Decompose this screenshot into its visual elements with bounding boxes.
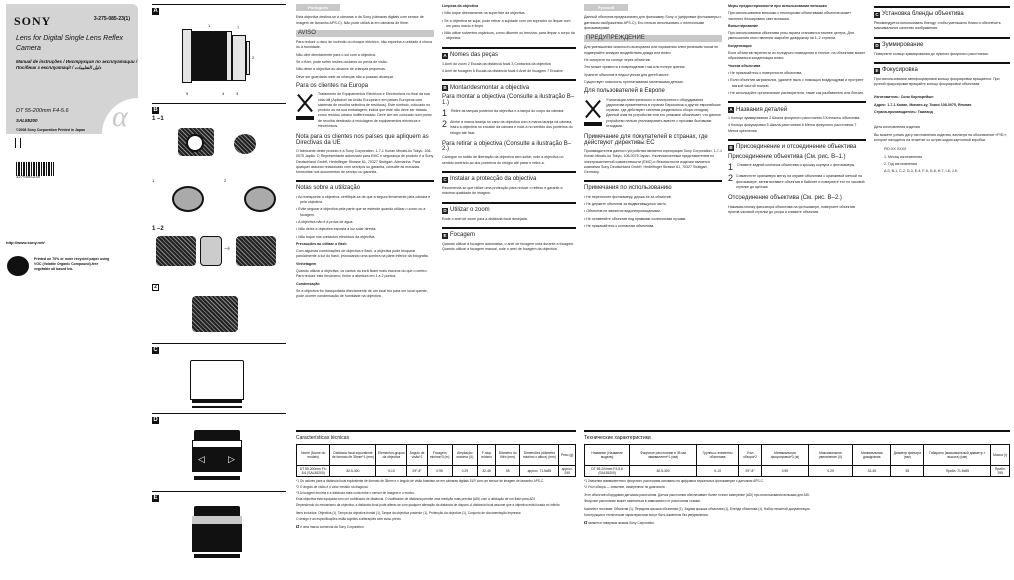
lens-bottom [194, 476, 240, 480]
focus-heading-ru: E Фокусировка [875, 67, 918, 74]
footnote: *1 Значения эквивалентного фокусного расстояния основаны на цифровых зеркальных фотокамерах с датчиком APS-C. [584, 479, 764, 483]
focus-band [192, 516, 242, 524]
footnote: Esta objectiva está equipada com um codificador de distância. O codificador de distância permite uma medição mais precisa (ADI) com a utilização de um flash para ADI. [296, 497, 536, 501]
rotate-left-icon: ◁ [198, 454, 205, 464]
model-code: SAL55200 [16, 118, 38, 123]
footnote: Dependendo do mecanismo da objectiva, a distância focal pode alterar-se com qualquer alteração da distância de disparo. A distância focal assume que a objectiva está focada no infinito. [296, 503, 561, 507]
note-item: • Não toque nos contactos eléctricos da objectiva. [296, 234, 376, 239]
copyright: ©2008 Sony Corporation Printed in Japan [16, 128, 86, 132]
attach-step-1: 1 Retire as tampas posterior da objectiva e a tampa do corpo da câmara. [442, 107, 565, 118]
column-header: Nome (Nome do modelo) [297, 445, 330, 466]
parts-line: 1 Кольцо зуммирования 2 Шкала фокусного расстояния 3 Контакты объектива [728, 116, 860, 121]
divider [442, 171, 576, 173]
sub-label-1-1: 1 –1 [152, 116, 164, 122]
spec-table-pt [296, 444, 576, 477]
divider [728, 139, 866, 141]
focus-text-pt: Quando utilizar a focagem automática, o anel de focagem roda durante a focagem. Quando utilizar a focagem manual, rode o anel de focagem da objectiva. [442, 241, 575, 252]
lens-band [192, 440, 242, 448]
included-items: Комплект поставки: Объектив (1), Передняя крышка объектива (1), Задняя крышка объектива (1), Бленда объектива (1), Набор печатной документации [584, 507, 810, 511]
alpha-icon: α [112, 100, 128, 133]
mount-alignment-2 [244, 186, 276, 212]
warning-line: Для уменьшения опасности возгорания или поражения электрическим током не подвергайте аппарат воздействию дождя или влаги. [584, 45, 719, 55]
note-item: • Не держите объектив за выдвигающуюся часть. [584, 202, 667, 207]
column-header: Фокусное расстояние в 35 мм эквиваленте*1 (мм) [630, 445, 697, 466]
cleaning-item: • Не прикасайтесь к поверхности объектива. [728, 70, 803, 75]
footnote: Фокусное расстояние может изменяться в зависимости от расстояния съемки. [584, 499, 701, 503]
condensation-heading-ru: Конденсация [728, 43, 752, 48]
divider [442, 227, 576, 229]
rotate-right-icon: ▷ [228, 454, 235, 464]
column-header: F-stop mínimo [478, 445, 496, 466]
sub-callout-2: 2 [224, 178, 227, 183]
illustration-c [152, 343, 286, 408]
warning-heading-pt: AVISO [296, 30, 434, 37]
illustration-d [152, 413, 286, 488]
column-header: Минимальная диафрагма [853, 445, 891, 466]
footnote: *2 Угол обзора — значение, измеренное по диагонали. [584, 485, 666, 489]
spec-footnotes-ru [584, 479, 1010, 526]
alpha-logo [102, 98, 138, 134]
zoom-text-pt: Rode o anel de zoom para a distância focal desejada. [442, 216, 528, 221]
barcode-number: 3275085230 [16, 176, 41, 180]
condensation-text-ru: Если объектив перенести из холодного помещения в теплое, на объективе может образоваться конденсация влаги. [728, 51, 866, 61]
column-header: Масса (г) [991, 445, 1010, 466]
hood-base [192, 406, 242, 408]
russian-column-3 [874, 4, 1010, 176]
eu-text-pt: O fabricante deste produto é a Sony Corporation, 1-7-1 Konan Minato-ku Tokyo, 108-0075 Japão. O Representante autorizado para EMC e segurança de produto é a Sony Deutschland GmbH, Hedelfinger Strasse 61, 70327 Stuttgart, Alemanha. Para qualquer assunto relacionado com serviços ou garantia, consulte as moradas fornecidas nos documentos de serviço ou garantia. [296, 148, 434, 175]
illustration-e [152, 491, 286, 561]
focus-text-ru: При использовании автофокусировки кольцо фокусировки вращается. При ручной фокусировке вращайте кольцо фокусировки объектива. [874, 76, 1000, 87]
section-box-e: E [875, 67, 879, 73]
warning-line: Храните объектив в недоступном для детей месте. [584, 72, 670, 77]
intro-pt: Esta objectiva destina-se a câmaras α da Sony (câmaras digitais com sensor de imagem de tamanho APS-C). Não pode utilizá-la em câmaras de filme. [296, 15, 424, 25]
condensation-heading-pt: Condensação [296, 281, 320, 286]
spec-section-ru [584, 430, 1010, 527]
lens-rear [232, 35, 246, 81]
weee-text-pt: Tratamento de Equipamentos Eléctricos e Electrónicos no final da sua vida útil (Aplicável na União Europeia e em países Europeus com sistemas de recolha selectiva de resíduos). Este símbolo, colocado no produto ou na sua embalagem, indica que este não deve ser tratado como resíduo urbano indiferenciado. Deve sim ser colocado num ponto de recolha destinado à reciclagem de equipamentos eléctricos e electrónicos. [318, 92, 432, 129]
table-row [297, 466, 576, 477]
note-item: • Não deixe a objectiva exposta à luz solar directa. [296, 227, 377, 232]
weee-icons [296, 92, 314, 131]
registration-marks [15, 138, 25, 148]
warning-line: Não olhe directamente para o sol com a objectiva. [296, 52, 376, 57]
attach-heading-pt: Para montar a objectiva (Consulte a ilustração B–1.) [442, 94, 575, 106]
callout-5: 5 [186, 91, 189, 96]
callout-4: 4 [222, 91, 225, 96]
column-header: Ângulo de visão*2 [407, 445, 427, 466]
black-bar-icon [584, 122, 602, 126]
lens-top [194, 430, 240, 440]
warning-line: Para reduzir o risco de incêndio ou choque eléctrico, não exponha a unidade à chuva ou à humidade. [296, 40, 432, 50]
column-header: Distância focal equivalente de formato de 35mm*1 (mm) [330, 445, 376, 466]
trademark-line: α является товарным знаком Sony Corporation. [584, 520, 655, 526]
divider [874, 6, 1010, 8]
divider [442, 202, 576, 204]
detach-heading-ru: Отсоединение объектива (См. рис. B–2.) [728, 195, 842, 202]
table-cell: Прибл. 295 [991, 466, 1010, 477]
section-box-e: E [443, 232, 447, 238]
divider [584, 180, 722, 182]
section-box-b: B [729, 145, 733, 151]
table-cell: DT 55-200mm F4-5.6 (SAL55200) [297, 466, 330, 477]
mount-alignment-1 [172, 186, 204, 212]
intro-ru: Данный объектив предназначен для фотокамер Sony α (цифровые фотокамеры с датчиком изображения APS-C). Его нельзя использовать с пленочными фотокамерами. [584, 15, 722, 30]
date-example: P/D:XX XXXX [884, 147, 907, 152]
column-header: Dimensões (diâmetro máximo x altura) (mm) [520, 445, 559, 466]
part-number: 3-275-085-23(1) [93, 16, 130, 22]
portuguese-column-2 [442, 4, 576, 255]
divider [874, 37, 1010, 39]
spec-section-pt [296, 430, 576, 531]
column-header: Максимальное увеличение (X) [808, 445, 852, 466]
date-legend-2: 2. Год изготовления [884, 161, 917, 166]
table-cell: approx. 295 [559, 466, 576, 477]
camera-with-lens-1 [156, 236, 196, 266]
section-letter-e: E [153, 495, 158, 501]
camera-with-lens-2 [236, 236, 276, 266]
eco-logo-icon [7, 256, 29, 276]
section-letter-c: C [153, 347, 158, 353]
focus-heading-pt: E Focagem [443, 232, 476, 239]
date-legend-1: 1. Месяц изготовления [884, 154, 923, 159]
language-tag-pt: Português [296, 4, 340, 11]
weee-block-ru [584, 98, 722, 132]
table-cell: 55 [496, 466, 520, 477]
trademark-line: α é uma marca comercial da Sony Corporation. [296, 524, 365, 530]
column-header: Угол обзора*2 [739, 445, 762, 466]
brand-logo: SONY [14, 14, 52, 28]
divider [442, 79, 576, 81]
vignette-heading-ru: Виньетирование [728, 23, 759, 28]
camera-detach [192, 296, 238, 332]
flash-text-ru: При использовании вспышки с некоторыми объективами объектив может частично блокировать свет вспышки. [728, 11, 851, 21]
lens-hood [190, 360, 244, 400]
model-name: DT 55-200mm F4-5.6 [16, 108, 69, 114]
attach-heading-ru: Присоединение объектива (См. рис. B–1.) [728, 154, 846, 161]
mount-heading-ru: B Присоединение и отсоединение объектива [729, 144, 857, 151]
date-text: Вы можете узнать дату изготовления изделия, взглянув на обозначение «P/D:», которое находится на этикетке со штрих кодом картонной коробки. [874, 132, 1008, 142]
illustration-a [152, 4, 286, 100]
design-note: Конструкция и технические характеристики могут быть изменены без уведомления. [584, 513, 709, 517]
callout-1: 1 [208, 23, 211, 28]
divider [728, 101, 866, 103]
zoom-heading-pt: D Utilizar o zoom [443, 206, 490, 213]
section-box-b: B [443, 85, 447, 91]
hood-text-ru: Рекомендуется использовать бленду, чтобы уменьшить блики и обеспечить максимальное качество изображения. [874, 21, 1001, 31]
column-header: Ampliação máxima (X) [452, 445, 477, 466]
spec-table-ru [584, 444, 1010, 477]
zoom-heading-ru: D Зуммирование [875, 41, 924, 48]
portuguese-column-1 [296, 4, 434, 301]
warning-line: Это может привести к повреждению глаз или потере зрения. [584, 65, 686, 70]
date-heading: Дата изготовления изделия [874, 125, 920, 130]
design-note: O design e as especificações estão sujeitos a alterações sem aviso prévio. [296, 517, 402, 521]
section-box-c: C [443, 177, 447, 183]
section-letter-b: B [153, 107, 158, 113]
callout-3: 3 [236, 91, 239, 96]
note-item: • A objectiva não é à prova de água. [296, 219, 354, 224]
footnote: Этот объектив оборудован датчиком расстояния. Датчик расстояния обеспечивает более точное измерение (ADI) при использовании вспышки для ADI. [584, 493, 810, 497]
section-box-c: C [875, 12, 879, 17]
cleaning-heading-pt: Limpeza da objectiva [442, 4, 479, 8]
table-cell: Прибл. 71.5x85 [924, 466, 991, 477]
cleaning-heading-ru: Чистка объектива [728, 63, 761, 68]
note-item: • Не переносите фотокамеру, держа ее за объектив. [584, 194, 672, 199]
warning-line: Не смотрите на солнце через объектив. [584, 58, 651, 63]
crossed-bin-icon [296, 92, 314, 114]
table-cell: 82.5-300 [330, 466, 376, 477]
notes-heading-pt: Notas sobre a utilização [296, 185, 361, 192]
camera-mount [186, 134, 204, 152]
importer-heading: Изготовитель: Сони Корпорейшн [874, 95, 934, 100]
flash-heading-ru: Меры предосторожности при использовании вспышки [728, 4, 827, 8]
column-header: Габариты (максимальный диаметр × высота) (мм) [924, 445, 991, 466]
divider [874, 62, 1010, 64]
europe-heading-ru: Для пользователей в Европе [584, 88, 665, 95]
black-bar-icon [296, 116, 314, 120]
parts-line: 4 Кольцо фокусировки 5 Шкала расстояния 6 Метка фокусного расстояния 7 Метка крепления [728, 123, 857, 133]
table-cell: DT 55-200mm F4-5.6 (SAL55200) [585, 466, 630, 477]
cleaning-item: • Не используйте органические растворители, такие как разбавитель или бензин. [728, 90, 864, 95]
column-header: Focagem mínima*3 (m) [427, 445, 452, 466]
footnote: *2 O ângulo de visão é o valor medido na diagonal. [296, 485, 369, 489]
lens-top-e [194, 506, 240, 516]
hood-heading-ru: C Установка бленды объектива [875, 11, 964, 18]
hood-heading-pt: C Instalar a protecção da objectiva [443, 176, 537, 183]
vignette-text-pt: Quando utilizar a objectiva, os cantos do ecrã ficam mais escuros do que o centro. Para reduzir este fenómeno, feche a abertura em 1 a 2 pontos. [296, 268, 428, 279]
sub-label-2: 2 [152, 284, 159, 291]
importer-address: Адрес: 1-7-1 Конан, Минато-ку, Токио 108-0075, Япония [874, 102, 972, 107]
zoom-detail [200, 236, 222, 266]
parts-heading-ru: A Названия деталей [729, 106, 788, 113]
condensation-text-pt: Se a objectiva for transportada directamente de um local frio para um local quente, pode ocorrer condensação de humidade na objectiva. [296, 288, 428, 299]
eu-text-ru: Производителем данного устройства является корпорация Sony Corporation, 1-7-1 Konan Minato-ku Tokyo, 108-0075 Japan. Уполномоченным представителем по электромагнитной совместимости (EMC) и безопасности изделия является компания Sony Deutschland GmbH, Hedelfinger Strasse 61, 70327 Stuttgart, Germany. [584, 148, 722, 175]
table-cell: approx. 71.5x85 [520, 466, 559, 477]
weee-block-pt [296, 92, 434, 131]
europe-heading-pt: Para os clientes na Europa [296, 82, 369, 89]
table-cell: 0.29 [808, 466, 852, 477]
attach-step-2: 2 Совместите оранжевую метку на оправе объектива с оранжевой меткой на фотокамере, затем вставьте объектив в байонет и поверните его по часовой стрелке до щелчка. [728, 173, 865, 189]
warning-line: Não deixe a objectiva ao alcance de crianças pequenas. [296, 67, 386, 72]
attach-step-2: 2 Alinhe a marca laranja no cano da objectiva com a marca laranja na câmara, insira a objectiva no encaixe da câmara e rode-a no sentido dos ponteiros do relógio até fixar. [442, 118, 573, 135]
website-link[interactable]: http://www.sony.net/ [6, 240, 45, 245]
table-cell: 82.5-300 [630, 466, 697, 477]
column-header: Диаметр фильтра (мм) [891, 445, 924, 466]
warning-line: Deve ser guardada onde as crianças não a possam alcançar. [296, 74, 394, 79]
footnote: *3 A focagem mínima é a distância mais curta entre o sensor de imagem e o motivo. [296, 491, 415, 495]
russian-column-2 [728, 4, 866, 217]
included-items: Itens incluídos: Objectiva (1), Tampa da objectiva frontal (1), Tampa da objectiva posterior (1), Protecção da objectiva (1), Conjunto de documentação impressa [296, 511, 521, 515]
table-cell: 29°-8° [739, 466, 762, 477]
section-letter-d: D [153, 417, 158, 423]
note-item: • Evite segurar a objectiva pela parte que se estende quando utilizar o zoom ou a focagem. [296, 207, 426, 217]
callout-2: 2 [252, 55, 255, 60]
parts-heading-pt: A Nomes das peças [443, 52, 499, 59]
warning-heading-ru: ПРЕДУПРЕЖДЕНИЕ [584, 35, 722, 42]
cover-panel [6, 4, 138, 134]
section-box-a: A [729, 107, 733, 113]
notes-heading-ru: Примечания по использованию [584, 185, 672, 192]
crossed-bin-icon [584, 98, 602, 120]
russian-column-1 [584, 4, 722, 231]
cleaning-item: • Если объектив загрязнился, удалите пыль с помощью воздуходувки и протрите мягкой чистой тканью. [728, 78, 864, 88]
manual-languages: Manual de instruções / Инструкция по эксплуатации / Посібник з експлуатації / دليل التعليمات [16, 59, 138, 70]
footnote: *1 Os valores para a distância focal equivalente de formato de 35mm e o ângulo de visão baseiam-se em câmaras digitais SLR com um sensor de imagem de tamanho APS-C. [296, 479, 545, 483]
table-cell: 0.95 [427, 466, 452, 477]
table-header-row [585, 445, 1010, 466]
divider [442, 47, 576, 49]
alpha-icon: α [296, 524, 300, 530]
zoom-ring [192, 31, 226, 81]
section-box-d: D [875, 42, 879, 48]
sub-label-1-2: 1 –2 [152, 226, 164, 232]
column-header: Peso (g) [559, 445, 576, 466]
table-cell: 9-13 [696, 466, 738, 477]
note-item: • Объектив не является водонепроницаемым. [584, 209, 661, 214]
column-header: Минимальная фокусировка*3 (м) [761, 445, 808, 466]
importer-country: Страна-производитель: Таиланд [874, 110, 933, 115]
zoom-text-ru: Поверните кольцо зуммирования до нужного фокусного расстояния. [874, 51, 989, 56]
alpha-icon: α [584, 520, 588, 526]
table-header-row [297, 445, 576, 466]
warning-line: Se o fizer, pode sofrer lesões oculares ou perda de visão. [296, 60, 388, 65]
vignette-text-ru: При использовании объектива углы экрана становятся темнее центра. Для уменьшения этого явления закройте диафрагму на 1–2 ступени. [728, 31, 854, 41]
note-item: • Ao transportar a objectiva, certifique-se de que a segura firmemente pela câmara e pela objectiva. [296, 194, 431, 205]
hood-text-pt: Recomenda-se que utilize uma protecção para reduzir o reflexo e garantir a máxima qualidade de imagem. [442, 186, 563, 196]
flash-text-pt: Com algumas combinações de objectiva e flash, a objectiva pode bloquear parcialmente a luz do flash, provocando uma sombra na parte inferior da fotografia. [296, 249, 429, 259]
section-box-a: A [443, 52, 447, 58]
table-cell: 29°-8° [407, 466, 427, 477]
parts-line: 1 Anel do zoom 2 Escala da distância focal 3 Contactos da objectiva [442, 61, 551, 66]
divider [296, 180, 434, 182]
detach-text-ru: Нажимая кнопку фиксатора объектива на фотокамере, поверните объектив против часовой стрелки до упора и снимите объектив. [728, 204, 855, 214]
attach-step-1: 1 Снимите задний колпачок объектива и крышку корпуса с фотокамеры. [728, 162, 856, 173]
focus-ring-e [192, 524, 242, 552]
lens-mount [246, 41, 250, 75]
product-title: Lens for Digital Single Lens Reflex Camera [16, 35, 124, 52]
sub-callout-1: 1 [152, 178, 155, 183]
cleaning-item: • Não toque directamente na superfície da objectiva. [442, 11, 526, 16]
illustration-b [152, 103, 286, 339]
weee-text-ru: Утилизация электрического и электронного оборудования (директива применяется в странах Евросоюза и других европейских странах, где действуют системы раздельного сбора отходов). Данный знак на устройстве или его упаковке обозначает, что данное устройство нельзя утилизировать вместе с прочими бытовыми отходами. [606, 97, 721, 129]
column-header: Название (Название модели) [585, 445, 630, 466]
table-cell: 0.95 [761, 466, 808, 477]
flash-heading-pt: Precauções ao utilizar o flash [296, 241, 347, 246]
eco-text: Printed on 70% or more recycled paper using VOC (Volatile Organic Compound)-free vegetable oil based ink. [34, 257, 110, 271]
eu-heading-pt: Nota para os clientes nos países que apliquem as Directivas da UE [296, 134, 429, 146]
column-header: Группы и элементы объектива [696, 445, 738, 466]
callout-7: 7 [237, 25, 240, 30]
barcode [16, 162, 54, 176]
cleaning-item: • Não utilize solventes orgânicos, como diluente ou benzina, para limpar o corpo da objectiva. [442, 31, 575, 41]
table-cell: 9-13 [376, 466, 407, 477]
column-header: Diâmetro do filtro (mm) [496, 445, 520, 466]
spec-footnotes-pt [296, 479, 576, 530]
section-box-d: D [443, 207, 447, 213]
arrow-right-icon: ➜ [224, 244, 231, 253]
cleaning-item: • Se a objectiva se sujar, pode retirar a sujidade com um soprador ou limpar com um pano macio e limpo. [442, 18, 571, 28]
detach-text-pt: Carregue no botão de libertação da objectiva sem soltar, rode a objectiva no sentido contrário ao dos ponteiros do relógio até parar e retire-a. [442, 155, 564, 165]
spec-title-ru: Технические характеристики [584, 435, 651, 441]
note-item: • Не оставляйте объектив под прямыми солнечными лучами. [584, 216, 687, 221]
detach-heading-pt: Para retirar a objectiva (Consulte a ilustração B–2.) [442, 140, 572, 153]
lens-bottom-e [194, 554, 240, 558]
column-header: Elementos-grupos da objectiva [376, 445, 407, 466]
section-letter-a: A [153, 8, 158, 14]
hood-ring [192, 400, 242, 403]
note-item: • Не прикасайтесь к контактам объектива. [584, 223, 655, 228]
table-cell: 55 [891, 466, 924, 477]
parts-line: 4 Anel de focagem 5 Escala da distância focal 6 Anel de focagem 7 Encaixe [442, 69, 563, 74]
mount-heading-pt: B Montar/desmontar a objectiva [443, 84, 530, 91]
table-row [585, 466, 1010, 477]
lens-front [182, 29, 192, 83]
spec-title-pt: Características técnicas [296, 435, 350, 441]
lens-rear-view [234, 134, 256, 154]
table-cell: 32-45 [478, 466, 496, 477]
vignette-heading-pt: Vinhetagem [296, 261, 317, 266]
weee-icons [584, 98, 602, 132]
warning-line: Существует опасность проглатывания маленькими детьми. [584, 79, 684, 84]
date-codes: A-0, B-1, C-2, D-3, E-4, F-5, G-6, H-7, I-8, J-9. [884, 169, 958, 174]
table-cell: 32-45 [853, 466, 891, 477]
table-cell: 0.29 [452, 466, 477, 477]
eu-heading-ru: Примечание для покупателей в странах, где действуют директивы ЕС [584, 134, 708, 146]
language-tag-ru: Русский [584, 4, 628, 11]
